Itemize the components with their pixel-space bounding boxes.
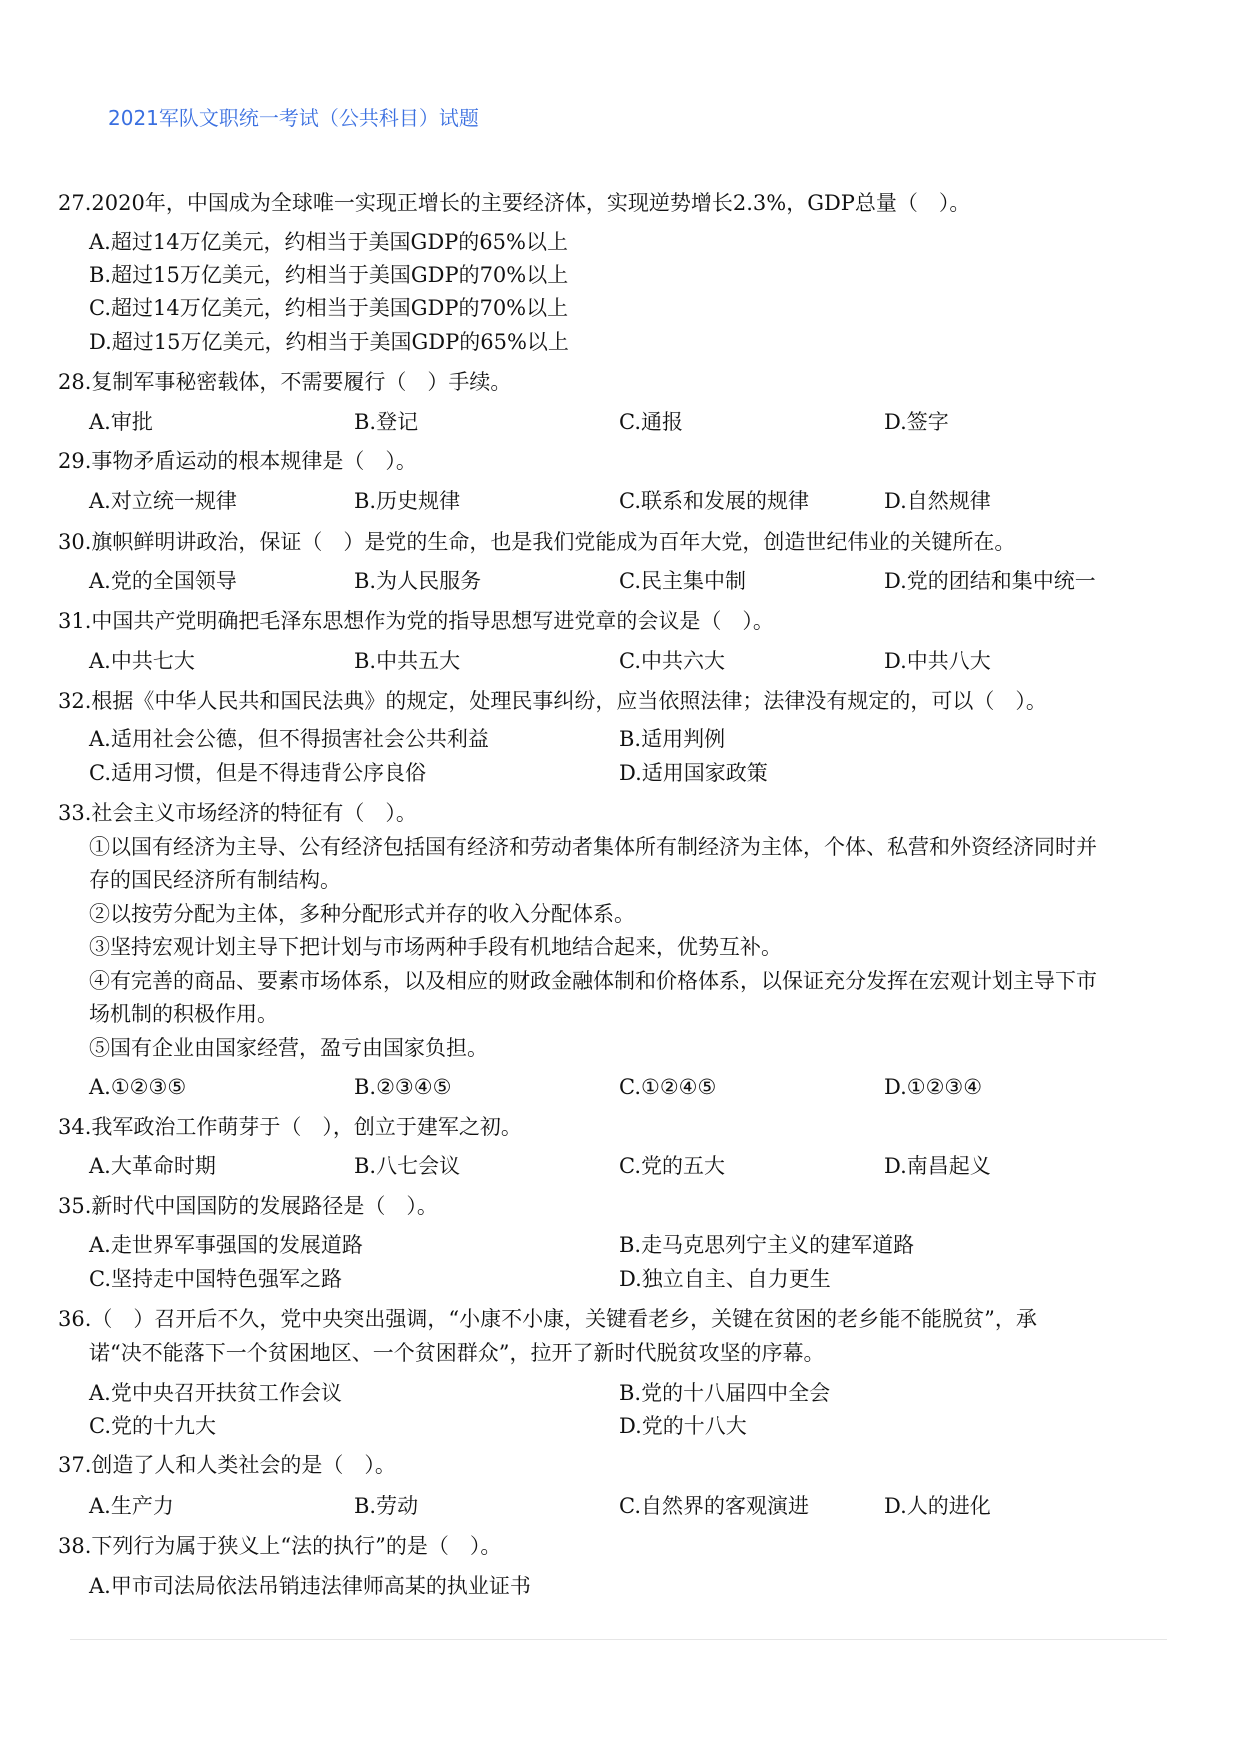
answer-option: C.通报	[619, 410, 683, 434]
answer-option: D.超过15万亿美元，约相当于美国GDP的65%以上	[89, 330, 569, 354]
question-stem: 31.中国共产党明确把毛泽东思想作为党的指导思想写进党章的会议是（ ）。	[58, 609, 774, 633]
answer-option: B.党的十八届四中全会	[619, 1381, 831, 1405]
question-stem: 35.新时代中国国防的发展路径是（ ）。	[58, 1194, 438, 1218]
answer-option: C.党的十九大	[89, 1414, 216, 1438]
answer-option: D.人的进化	[884, 1494, 991, 1518]
answer-option: C.适用习惯，但是不得违背公序良俗	[89, 761, 426, 785]
answer-option: C.联系和发展的规律	[619, 489, 809, 513]
answer-option: B.走马克思列宁主义的建军道路	[619, 1233, 915, 1257]
question-statement: ②以按劳分配为主体，多种分配形式并存的收入分配体系。	[89, 902, 635, 926]
answer-option: A.走世界军事强国的发展道路	[89, 1233, 363, 1257]
question-stem: 34.我军政治工作萌芽于（ ），创立于建军之初。	[58, 1115, 522, 1139]
answer-option: C.中共六大	[619, 649, 725, 673]
answer-option: D.签字	[884, 410, 949, 434]
answer-option: C.超过14万亿美元，约相当于美国GDP的70%以上	[89, 296, 569, 320]
answer-option: A.党中央召开扶贫工作会议	[89, 1381, 342, 1405]
answer-option: D.适用国家政策	[619, 761, 768, 785]
answer-option: D.南昌起义	[884, 1154, 991, 1178]
answer-option: A.党的全国领导	[89, 569, 237, 593]
answer-option: B.八七会议	[354, 1154, 461, 1178]
answer-option: B.登记	[354, 410, 419, 434]
question-statement: ③坚持宏观计划主导下把计划与市场两种手段有机地结合起来，优势互补。	[89, 935, 782, 959]
question-stem: 32.根据《中华人民共和国民法典》的规定，处理民事纠纷，应当依照法律；法律没有规定的，可以（ ）。	[58, 689, 1047, 713]
answer-option: B.劳动	[354, 1494, 419, 1518]
answer-option: A.生产力	[89, 1494, 174, 1518]
answer-option: C.党的五大	[619, 1154, 725, 1178]
question-statement: 存的国民经济所有制结构。	[89, 868, 341, 892]
question-statement: 场机制的积极作用。	[89, 1002, 278, 1026]
answer-option: D.自然规律	[884, 489, 991, 513]
answer-option: C.民主集中制	[619, 569, 746, 593]
question-statement: ①以国有经济为主导、公有经济包括国有经济和劳动者集体所有制经济为主体，个体、私营和外资经济同时并	[89, 835, 1097, 859]
answer-option: D.中共八大	[884, 649, 991, 673]
answer-option: B.适用判例	[619, 727, 726, 751]
answer-option: B.中共五大	[354, 649, 461, 673]
question-stem: 30.旗帜鲜明讲政治，保证（ ）是党的生命，也是我们党能成为百年大党，创造世纪伟业的关键所在。	[58, 530, 1016, 554]
question-statement: ④有完善的商品、要素市场体系，以及相应的财政金融体制和价格体系，以保证充分发挥在宏观计划主导下市	[89, 969, 1097, 993]
answer-option: D.党的十八大	[619, 1414, 747, 1438]
answer-option: A.适用社会公德，但不得损害社会公共利益	[89, 727, 489, 751]
answer-option: A.大革命时期	[89, 1154, 216, 1178]
question-stem: 33.社会主义市场经济的特征有（ ）。	[58, 801, 417, 825]
document-title: 2021军队文职统一考试（公共科目）试题	[108, 106, 479, 130]
answer-option: D.独立自主、自力更生	[619, 1267, 831, 1291]
answer-option: A.审批	[89, 410, 153, 434]
question-stem: 36.（ ）召开后不久，党中央突出强调，“小康不小康，关键看老乡，关键在贫困的老乡能不能脱贫”，承	[58, 1307, 1037, 1331]
question-stem: 27.2020年，中国成为全球唯一实现正增长的主要经济体，实现逆势增长2.3%，GDP总量（ ）。	[58, 191, 971, 215]
answer-option: A.①②③⑤	[89, 1075, 187, 1099]
answer-option: B.历史规律	[354, 489, 461, 513]
answer-option: B.②③④⑤	[354, 1075, 452, 1099]
answer-option: A.对立统一规律	[89, 489, 237, 513]
question-statement: ⑤国有企业由国家经营，盈亏由国家负担。	[89, 1036, 488, 1060]
answer-option: D.党的团结和集中统一	[884, 569, 1096, 593]
answer-option: B.为人民服务	[354, 569, 482, 593]
answer-option: C.自然界的客观演进	[619, 1494, 809, 1518]
answer-option: A.中共七大	[89, 649, 195, 673]
footer-divider	[70, 1639, 1167, 1640]
question-statement: 诺“决不能落下一个贫困地区、一个贫困群众”，拉开了新时代脱贫攻坚的序幕。	[89, 1341, 825, 1365]
answer-option: C.坚持走中国特色强军之路	[89, 1267, 342, 1291]
answer-option: A.甲市司法局依法吊销违法律师高某的执业证书	[89, 1574, 531, 1598]
answer-option: A.超过14万亿美元，约相当于美国GDP的65%以上	[89, 230, 568, 254]
question-stem: 37.创造了人和人类社会的是（ ）。	[58, 1453, 396, 1477]
question-stem: 29.事物矛盾运动的根本规律是（ ）。	[58, 449, 417, 473]
question-stem: 28.复制军事秘密载体，不需要履行（ ）手续。	[58, 370, 512, 394]
answer-option: B.超过15万亿美元，约相当于美国GDP的70%以上	[89, 263, 569, 287]
question-stem: 38.下列行为属于狭义上“法的执行”的是（ ）。	[58, 1534, 502, 1558]
answer-option: C.①②④⑤	[619, 1075, 717, 1099]
answer-option: D.①②③④	[884, 1075, 983, 1099]
